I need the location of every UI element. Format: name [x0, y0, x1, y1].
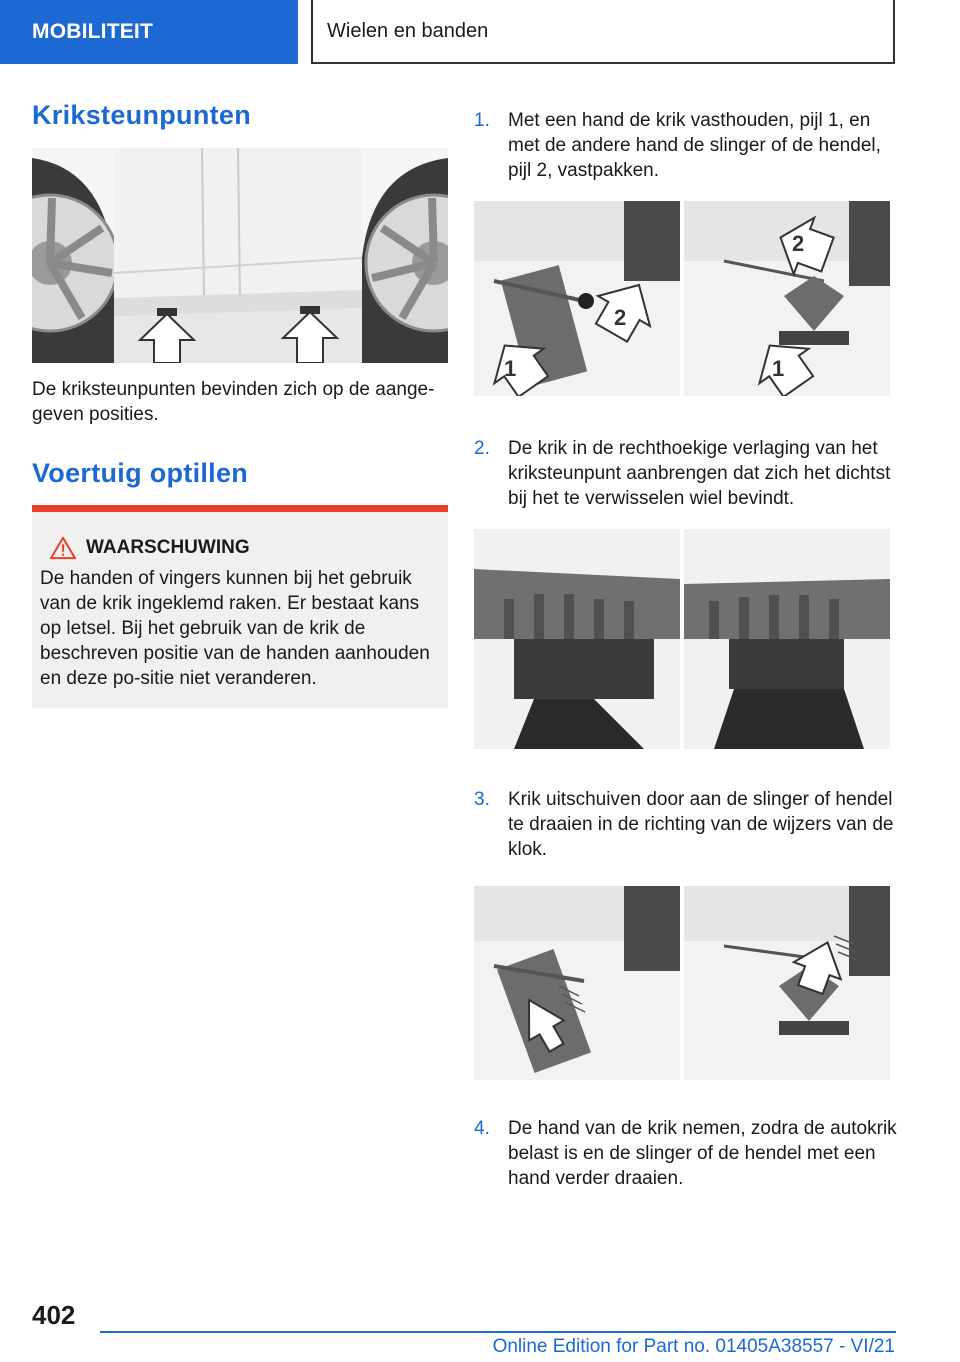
warning-text: De handen of vingers kunnen bij het gebruik van de krik ingeklemd raken. Er bestaat kans op letsel. Bij het gebruik van de krik de beschreven positie van de handen aanhouden en deze po-sitie niet veranderen. [40, 568, 430, 689]
step-text: Krik uitschuiven door aan de slinger of hendel te draaien in de richting van de wijzers van de klok. [508, 789, 894, 860]
heading-kriksteunpunten: Kriksteunpunten [32, 100, 252, 130]
chapter-title: Wielen en banden [311, 0, 895, 64]
warning-triangle-icon [48, 536, 78, 560]
step-number: 4. [474, 1118, 490, 1139]
warning-header [40, 536, 440, 560]
jack-hold-image-left [474, 201, 680, 396]
step-2 [474, 436, 898, 511]
step-1 [474, 108, 898, 183]
jack-point-image-right [684, 529, 890, 749]
right-column [474, 108, 898, 1191]
jack-point-image-left [474, 529, 680, 749]
arrow-label-1: 1 [504, 356, 517, 381]
warning-title: WAARSCHUWING [86, 537, 250, 558]
section-tab[interactable]: MOBILITEIT [0, 0, 298, 64]
jack-crank-image-right [684, 886, 890, 1080]
page-number: 402 [32, 1300, 76, 1330]
step-number: 2. [474, 438, 490, 459]
edition-note: Online Edition for Part no. 01405A38557 - VI/21 [492, 1336, 895, 1357]
step-number: 3. [474, 789, 490, 810]
step-4 [474, 1116, 898, 1191]
figure-step-2 [474, 529, 890, 749]
footer-divider [100, 1331, 896, 1333]
step-number: 1. [474, 110, 490, 131]
step-3 [474, 787, 898, 862]
step-text: De hand van de krik nemen, zodra de autokrik belast is en de slinger of de hendel met een hand verder draaien. [508, 1118, 897, 1189]
left-column [32, 100, 448, 708]
jack-hold-image-right [684, 201, 890, 396]
heading-voertuig-optillen: Voertuig optillen [32, 458, 249, 488]
arrow-label-2b: 2 [792, 231, 805, 256]
jacking-points-caption: De kriksteunpunten bevinden zich op de aange-geven posities. [32, 379, 435, 425]
jack-crank-image-left [474, 886, 680, 1080]
step-text: De krik in de rechthoekige verlaging van het kriksteunpunt aanbrengen dat zich het dichtst bij het te verwisselen wiel bevindt. [508, 438, 891, 509]
step-text: Met een hand de krik vasthouden, pijl 1, en met de andere hand de slinger of de hendel, pijl 2, vastpakken. [508, 110, 881, 181]
figure-step-3 [474, 886, 890, 1080]
jacking-points-image [32, 148, 448, 363]
arrow-label-1b: 1 [772, 356, 785, 381]
figure-step-1 [474, 201, 890, 396]
warning-box [32, 505, 448, 708]
page-header [0, 0, 960, 66]
arrow-label-2: 2 [614, 305, 627, 330]
